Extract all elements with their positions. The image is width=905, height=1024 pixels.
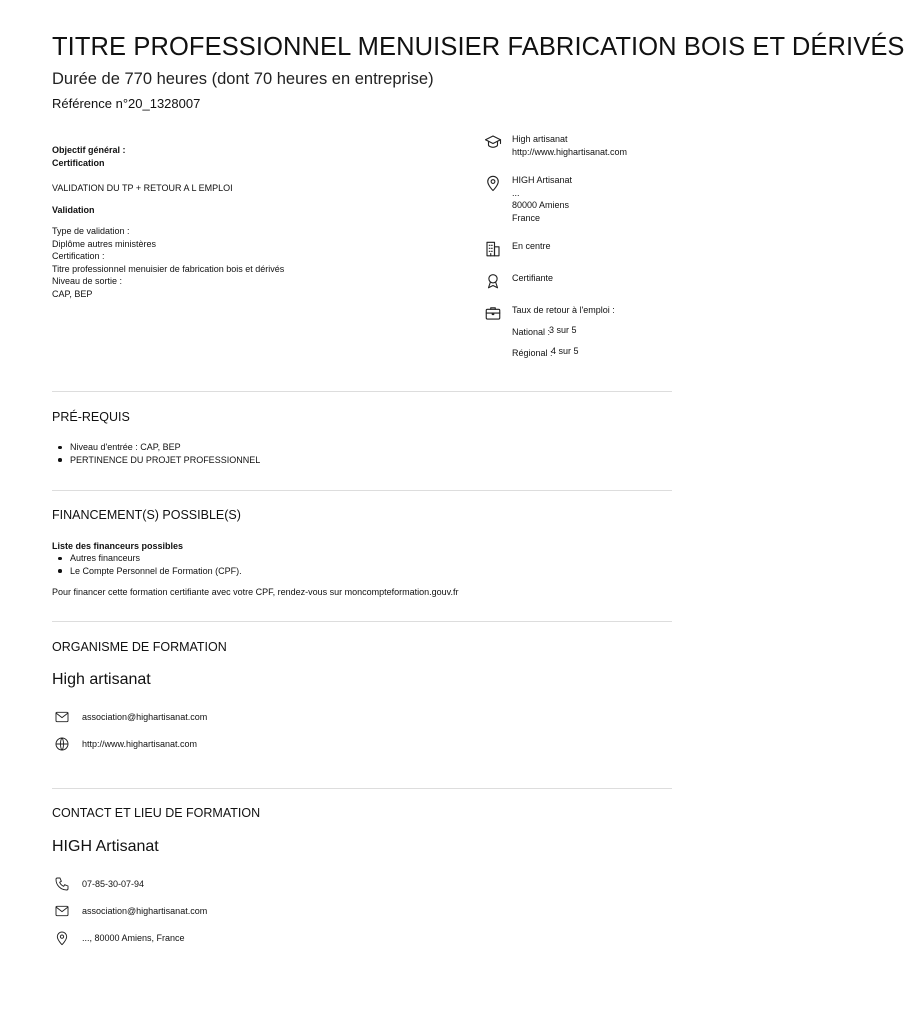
contact-email[interactable]: association@highartisanat.com: [82, 906, 208, 916]
org-info: [484, 133, 627, 158]
regional-label: Régional :: [512, 347, 553, 358]
certifiante-info: [484, 272, 553, 290]
organisme-email-row: [54, 709, 207, 725]
divider: [52, 621, 672, 622]
organisme-title: ORGANISME DE FORMATION: [52, 640, 227, 654]
objectif-value: VALIDATION DU TP + RETOUR A L EMPLOI: [52, 183, 233, 193]
organisme-email[interactable]: association@highartisanat.com: [82, 712, 208, 722]
details-block: [52, 144, 452, 300]
list-item: Niveau d'entrée : CAP, BEP: [52, 441, 260, 454]
regional-value: 4 sur 5: [551, 345, 579, 356]
reference-number: Référence n°20_1328007: [52, 96, 201, 111]
place-line2: ...: [512, 187, 520, 198]
list-item: PERTINENCE DU PROJET PROFESSIONNEL: [52, 454, 260, 467]
contact-phone[interactable]: 07-85-30-07-94: [82, 879, 145, 889]
phone-icon: [54, 876, 70, 892]
divider: [52, 391, 672, 392]
graduation-cap-icon: [484, 133, 502, 151]
duration-subtitle: Durée de 770 heures (dont 70 heures en entreprise): [52, 70, 434, 88]
niveau-sortie-value: CAP, BEP: [52, 288, 93, 299]
mail-icon: [54, 709, 70, 725]
contact-address: ..., 80000 Amiens, France: [82, 933, 185, 943]
retour-info: [484, 304, 615, 359]
prerequis-title: PRÉ-REQUIS: [52, 410, 130, 424]
regional-rate: [512, 347, 615, 359]
cpf-note: Pour financer cette formation certifiante avec votre CPF, rendez-vous sur moncompteformation.gouv.fr: [52, 587, 459, 597]
financeurs-list: [52, 552, 242, 577]
national-rate: [512, 326, 615, 338]
national-value: 3 sur 5: [549, 324, 577, 335]
contact-phone-row: [54, 876, 144, 892]
contact-title: CONTACT ET LIEU DE FORMATION: [52, 806, 261, 820]
mail-icon: [54, 903, 70, 919]
certification-label: Certification: [52, 157, 105, 168]
retour-label: Taux de retour à l'emploi :: [512, 305, 615, 315]
niveau-sortie-label: Niveau de sortie :: [52, 276, 123, 286]
globe-icon: [54, 736, 70, 752]
type-validation-label: Type de validation :: [52, 226, 130, 236]
briefcase-icon: [484, 304, 502, 322]
organisme-website[interactable]: http://www.highartisanat.com: [82, 739, 198, 749]
place-name: HIGH Artisanat: [512, 175, 573, 185]
organisme-website-row: [54, 736, 197, 752]
place-country: France: [512, 212, 541, 223]
financeurs-label: Liste des financeurs possibles: [52, 541, 184, 551]
contact-address-row: [54, 930, 185, 946]
org-name: High artisanat: [512, 134, 568, 144]
org-url[interactable]: http://www.highartisanat.com: [512, 146, 628, 157]
mode-info: [484, 240, 551, 258]
national-label: National :: [512, 326, 551, 337]
award-icon: [484, 272, 502, 290]
objectif-label: Objectif général :: [52, 145, 126, 155]
divider: [52, 788, 672, 789]
page-title: TITRE PROFESSIONNEL MENUISIER FABRICATION BOIS ET DÉRIVÉS: [52, 33, 905, 61]
map-pin-icon: [54, 930, 70, 946]
certification-value: Titre professionnel menuisier de fabrication bois et dérivés: [52, 263, 285, 274]
place-info: [484, 174, 572, 224]
prerequis-list: [52, 441, 260, 466]
list-item: Autres financeurs: [52, 552, 242, 565]
map-pin-icon: [484, 174, 502, 192]
financement-title: FINANCEMENT(S) POSSIBLE(S): [52, 508, 241, 522]
contact-name: HIGH Artisanat: [52, 838, 159, 855]
contact-email-row: [54, 903, 207, 919]
mode-value: En centre: [512, 241, 551, 251]
divider: [52, 490, 672, 491]
certifiante-value: Certifiante: [512, 273, 554, 283]
validation-label: Validation: [52, 204, 95, 215]
building-icon: [484, 240, 502, 258]
list-item: Le Compte Personnel de Formation (CPF).: [52, 565, 242, 578]
place-city: 80000 Amiens: [512, 200, 570, 210]
organisme-name: High artisanat: [52, 671, 151, 688]
type-validation-value: Diplôme autres ministères: [52, 238, 157, 249]
certification-label-2: Certification :: [52, 251, 105, 261]
